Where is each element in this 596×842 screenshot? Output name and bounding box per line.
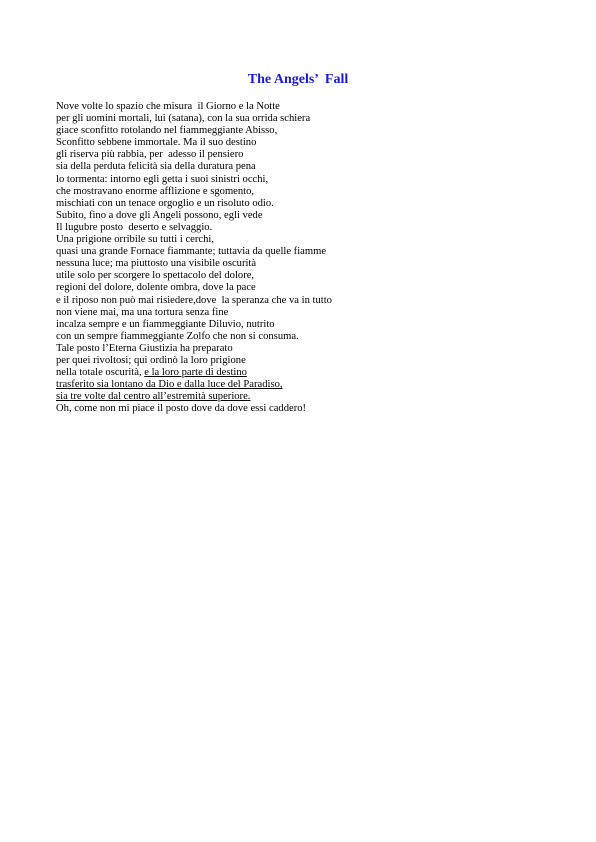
poem-line (56, 174, 332, 186)
poem-line-text: mischiati con un tenace orgoglio e un risoluto odio. (56, 197, 274, 209)
poem-line-text: sia della perduta felicità sia della duratura pena (56, 161, 256, 173)
poem-line (56, 113, 332, 125)
poem-body (56, 101, 332, 415)
poem-line (56, 186, 332, 198)
poem-line-text: gli riserva più rabbia, per adesso il pensiero (56, 149, 244, 161)
poem-line (56, 222, 332, 234)
poem-line-text: Una prigione orribile su tutti i cerchi, (56, 234, 214, 246)
poem-line-text: Sconfitto sebbene immortale. Ma il suo destino (56, 137, 257, 149)
poem-line-underlined-text: trasferito sia lontano da Dio e dalla luce del Paradiso, (56, 379, 283, 391)
poem-line-text: nessuna luce; ma piuttosto una visibile oscurità (56, 258, 257, 270)
poem-line-text: Subito, fino a dove gli Angeli possono, egli vede (56, 209, 263, 221)
poem-line-text: Oh, come non mi piace il posto dove da dove essi caddero! (56, 403, 307, 415)
poem-line-text: per quei rivoltosi; qui ordinò la loro prigione (56, 354, 246, 366)
poem-line (56, 379, 332, 391)
poem-line (56, 246, 332, 258)
poem-line-text: giace sconfitto rotolando nel fiammeggiante Abisso, (56, 125, 278, 137)
poem-line (56, 282, 332, 294)
poem-line-text: incalza sempre e un fiammeggiante Diluvio, nutrito (56, 318, 275, 330)
poem-line-text: e il riposo non può mai risiedere,dove la speranza che va in tutto (56, 294, 332, 306)
poem-line (56, 403, 332, 415)
page-title: The Angels’ Fall (247, 72, 349, 87)
poem-line (56, 343, 332, 355)
poem-line-text: per gli uomini mortali, lui (satana), con la sua orrida schiera (56, 113, 311, 125)
poem-line-underlined-text: e la loro parte di destino (144, 367, 247, 379)
poem-line (56, 270, 332, 282)
poem-line (56, 101, 332, 113)
poem-line-text: nella totale oscurità, (56, 367, 145, 379)
poem-line-text: che mostravano enorme afflizione e sgomento, (56, 185, 255, 197)
poem-line (56, 391, 332, 403)
poem-line-text: Il lugubre posto deserto e selvaggio. (56, 221, 213, 233)
poem-line (56, 307, 332, 319)
poem-line (56, 367, 332, 379)
poem-line (56, 161, 332, 173)
poem-line (56, 149, 332, 161)
poem-line (56, 295, 332, 307)
poem-line (56, 331, 332, 343)
poem-line-text: utile solo per scorgere lo spettacolo del dolore, (56, 270, 255, 282)
poem-line (56, 198, 332, 210)
poem-line (56, 355, 332, 367)
poem-line (56, 137, 332, 149)
poem-line-text: Nove volte lo spazio che misura il Giorno e la Notte (56, 101, 280, 112)
poem-line (56, 258, 332, 270)
poem-line-text: regioni del dolore, dolente ombra, dove la pace (56, 282, 256, 294)
poem-line-text: con un sempre fiammeggiante Zolfo che non si consuma. (56, 330, 299, 342)
poem-line (56, 210, 332, 222)
poem-line (56, 234, 332, 246)
poem-line-text: lo tormenta: intorno egli getta i suoi sinistri occhi, (56, 173, 269, 185)
poem-line-underlined-text: sia tre volte dal centro all’estremità superiore. (56, 391, 251, 403)
poem-line (56, 125, 332, 137)
poem-line (56, 319, 332, 331)
poem-line-text: quasi una grande Fornace fiammante; tuttavia da quelle fiamme (56, 246, 327, 258)
poem-line-text: non viene mai, ma una tortura senza fine (56, 306, 229, 318)
poem-line-text: Tale posto l’Eterna Giustizia ha preparato (56, 342, 233, 354)
